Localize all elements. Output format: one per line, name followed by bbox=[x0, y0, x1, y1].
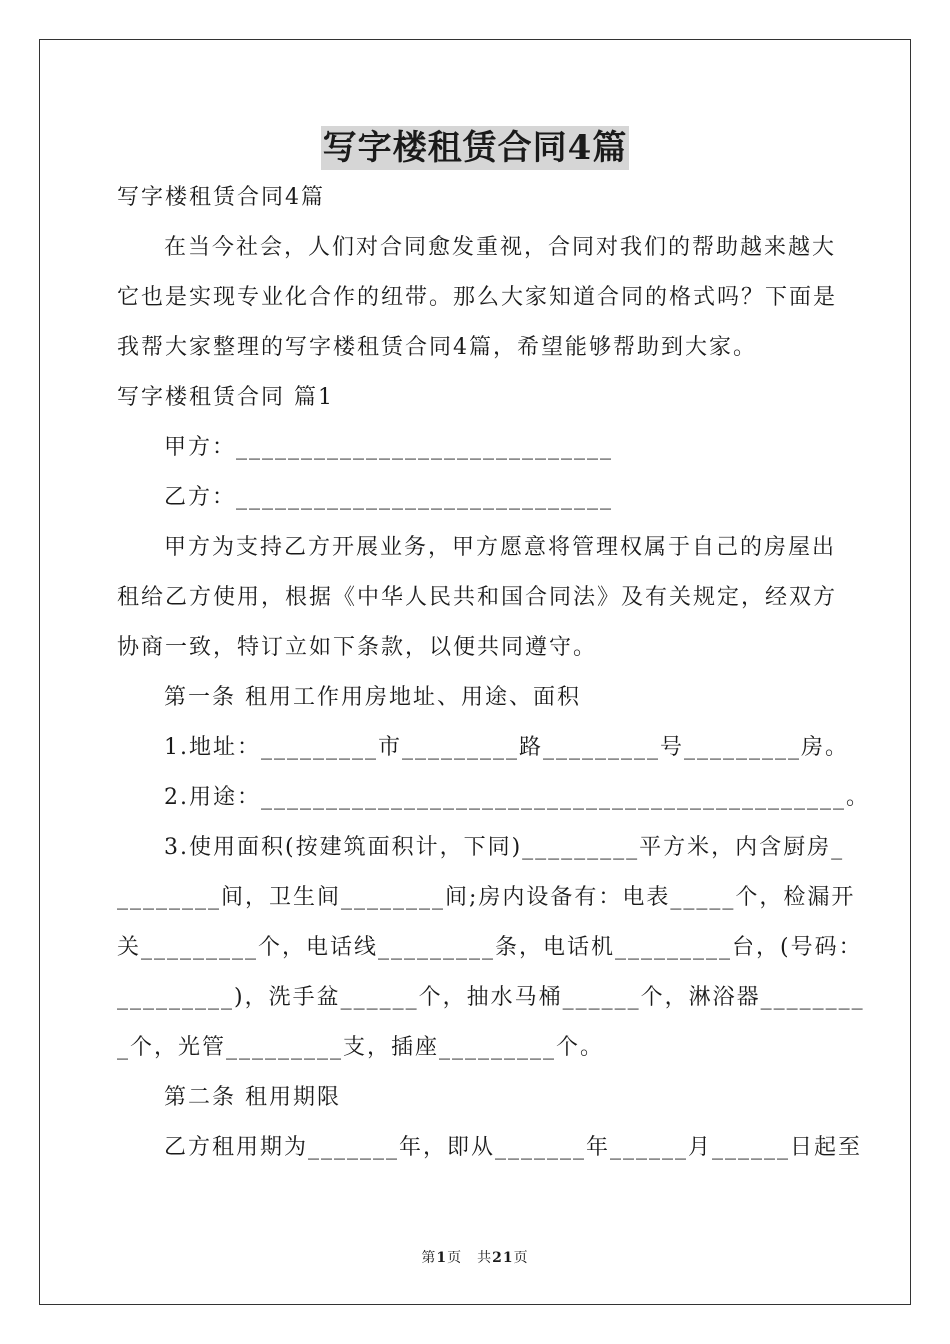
total-page-number: 21 bbox=[492, 1250, 514, 1266]
equipment-line: 关_________个，电话线_________条，电话机_________台，(号码： bbox=[117, 935, 863, 960]
equipment-line: _________)，洗手盆______个，抽水马桶______个，淋浴器________ bbox=[117, 985, 865, 1010]
address-field: 1.地址：_________市_________路_________号_________房。 bbox=[164, 735, 849, 760]
page-border bbox=[39, 39, 911, 1305]
article-heading: 第一条 租用工作用房地址、用途、面积 bbox=[164, 685, 581, 710]
term-field: 乙方租用期为_______年，即从_______年______月______日起至 bbox=[164, 1135, 863, 1160]
paragraph-line: 甲方为支持乙方开展业务，甲方愿意将管理权属于自己的房屋出 bbox=[164, 535, 837, 560]
subtitle-line: 写字楼租赁合同4篇 bbox=[117, 185, 325, 210]
paragraph-line: 在当今社会，人们对合同愈发重视，合同对我们的帮助越来越大 bbox=[164, 235, 837, 260]
paragraph-line: 它也是实现专业化合作的纽带。那么大家知道合同的格式吗？下面是 bbox=[117, 285, 838, 310]
article-heading: 第二条 租用期限 bbox=[164, 1085, 341, 1110]
paragraph-line: 我帮大家整理的写字楼租赁合同4篇，希望能够帮助到大家。 bbox=[117, 335, 757, 360]
document-title: 写字楼租赁合同4篇 bbox=[322, 128, 628, 168]
current-page-number: 1 bbox=[436, 1250, 448, 1266]
party-a-field: 甲方：_____________________________ bbox=[164, 435, 614, 460]
equipment-line: _个，光管_________支，插座_________个。 bbox=[117, 1035, 605, 1060]
party-b-field: 乙方：_____________________________ bbox=[164, 485, 614, 510]
area-field: 3.使用面积(按建筑面积计，下同)_________平方米，内含厨房_ bbox=[164, 835, 845, 860]
footer-prefix: 第 bbox=[421, 1250, 437, 1266]
footer-suffix: 页 bbox=[513, 1250, 529, 1266]
title-container bbox=[0, 126, 950, 170]
section-heading: 写字楼租赁合同 篇1 bbox=[117, 385, 334, 410]
usage-field: 2.用途：_____________________________________________。 bbox=[164, 785, 870, 810]
footer-mid: 页 共 bbox=[447, 1250, 493, 1266]
page-footer bbox=[0, 1247, 950, 1267]
paragraph-line: 协商一致，特订立如下条款，以便共同遵守。 bbox=[117, 635, 598, 660]
paragraph-line: 租给乙方使用，根据《中华人民共和国合同法》及有关规定，经双方 bbox=[117, 585, 838, 610]
equipment-line: ________间，卫生间________间;房内设备有：电表_____个，检漏开 bbox=[117, 885, 856, 910]
